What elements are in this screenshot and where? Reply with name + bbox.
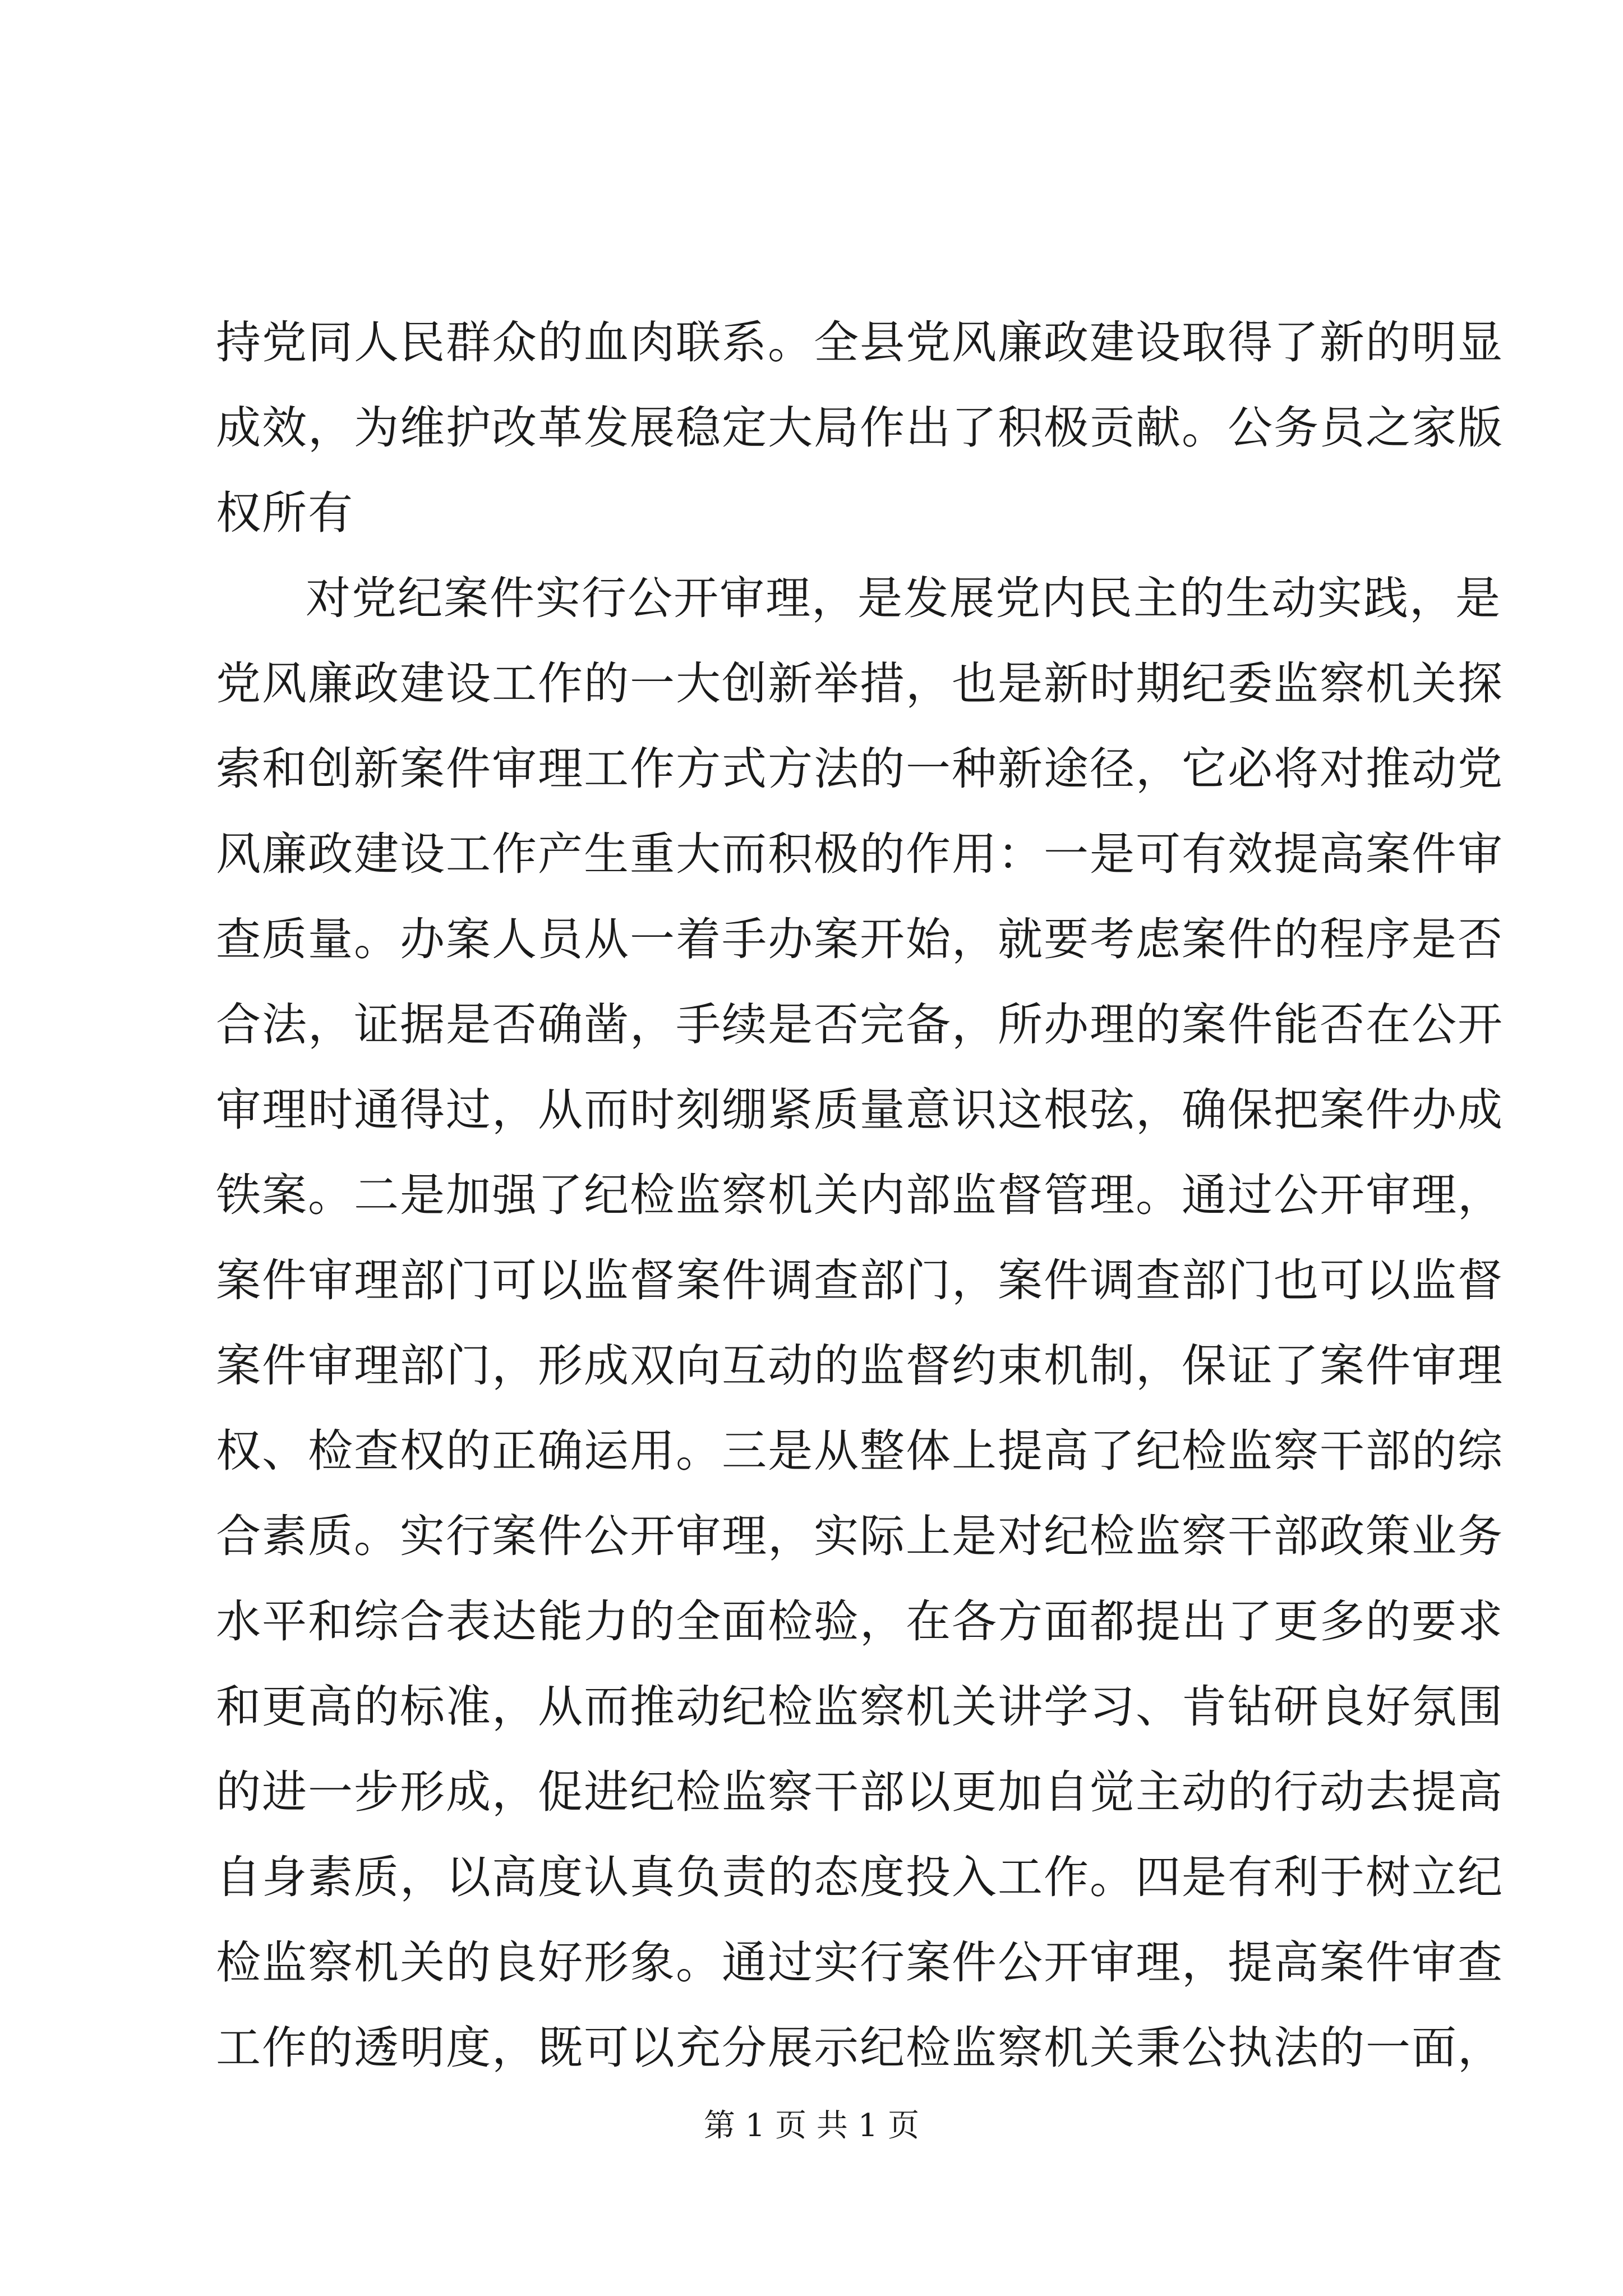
text-line: 工作的透明度，既可以充分展示纪检监察机关秉公执法的一面，	[216, 2022, 1504, 2074]
text-line: 风廉政建设工作产生重大而积极的作用：一是可有效提高案件审	[216, 828, 1504, 880]
page-number-label: 第 1 页 共 1 页	[703, 2108, 920, 2144]
text-line: 和更高的标准，从而推动纪检监察机关讲学习、肯钻研良好氛围	[216, 1681, 1504, 1733]
document-body	[216, 300, 1504, 2091]
text-line: 合素质。实行案件公开审理，实际上是对纪检监察干部政策业务	[216, 1510, 1504, 1562]
text-line: 审理时通得过，从而时刻绷紧质量意识这根弦，确保把案件办成	[216, 1084, 1504, 1136]
page-footer	[0, 2106, 1623, 2146]
text-line: 索和创新案件审理工作方式方法的一种新途径，它必将对推动党	[216, 743, 1504, 795]
text-line: 铁案。二是加强了纪检监察机关内部监督管理。通过公开审理，	[216, 1169, 1504, 1221]
text-line: 水平和综合表达能力的全面检验，在各方面都提出了更多的要求	[216, 1595, 1504, 1648]
text-line: 对党纪案件实行公开审理，是发展党内民主的生动实践，是	[306, 572, 1501, 624]
text-line: 持党同人民群众的血肉联系。全县党风廉政建设取得了新的明显	[216, 316, 1504, 369]
text-line: 党风廉政建设工作的一大创新举措，也是新时期纪委监察机关探	[216, 657, 1504, 710]
text-line: 权、检查权的正确运用。三是从整体上提高了纪检监察干部的综	[216, 1425, 1504, 1477]
text-line: 的进一步形成，促进纪检监察干部以更加自觉主动的行动去提高	[216, 1766, 1504, 1818]
text-line: 权所有	[216, 487, 354, 539]
text-line: 合法，证据是否确凿，手续是否完备，所办理的案件能否在公开	[216, 999, 1504, 1051]
text-line: 自身素质，以高度认真负责的态度投入工作。四是有利于树立纪	[216, 1851, 1504, 1903]
text-line: 成效，为维护改革发展稳定大局作出了积极贡献。公务员之家版	[216, 402, 1504, 454]
text-line: 案件审理部门可以监督案件调查部门，案件调查部门也可以监督	[216, 1254, 1504, 1306]
text-line: 查质量。办案人员从一着手办案开始，就要考虑案件的程序是否	[216, 913, 1504, 965]
text-line: 案件审理部门，形成双向互动的监督约束机制，保证了案件审理	[216, 1340, 1504, 1392]
text-line: 检监察机关的良好形象。通过实行案件公开审理，提高案件审查	[216, 1936, 1504, 1989]
